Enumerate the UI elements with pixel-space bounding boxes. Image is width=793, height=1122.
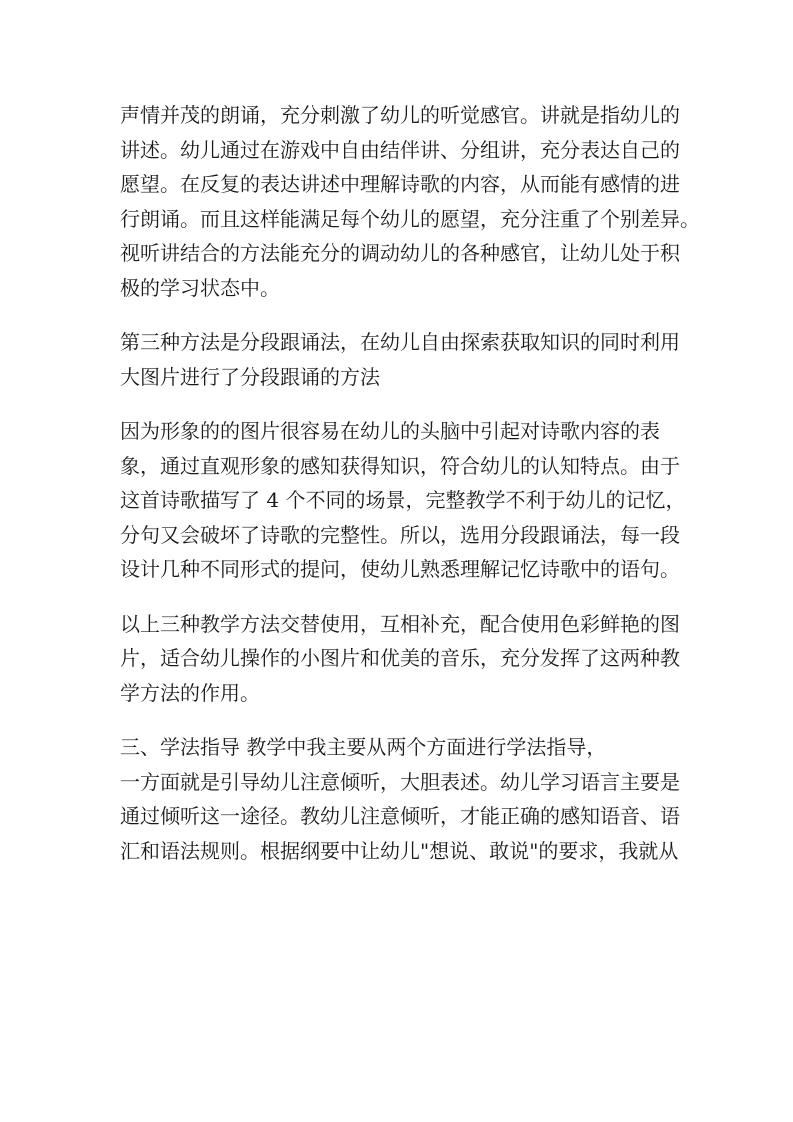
text-line: 行朗诵。而且这样能满足每个幼儿的愿望，充分注重了个别差异。 — [120, 206, 700, 231]
text-line: 视听讲结合的方法能充分的调动幼儿的各种感官，让幼儿处于积 — [120, 241, 680, 265]
text-line: 片，适合幼儿操作的小图片和优美的音乐，充分发挥了这两种教 — [120, 646, 680, 670]
text-line: 通过倾听这一途径。教幼儿注意倾听，才能正确的感知语音、语 — [120, 804, 680, 828]
text-line: 三、学法指导 教学中我主要从两个方面进行学法指导， — [120, 735, 607, 759]
text-line: 大图片进行了分段跟诵的方法 — [120, 364, 380, 389]
paragraph-2 — [120, 325, 680, 394]
text-line: 讲述。幼儿通过在游戏中自由结伴讲、分组讲，充分表达自己的 — [120, 137, 680, 162]
text-line: 学方法的作用。 — [120, 680, 260, 705]
paragraph-5 — [120, 730, 680, 868]
text-line: 第三种方法是分段跟诵法，在幼儿自由探索获取知识的同时利用 — [120, 330, 680, 354]
text-line: 愿望。在反复的表达讲述中理解诗歌的内容，从而能有感情的进 — [120, 172, 680, 196]
paragraph-3 — [120, 414, 686, 587]
text-line: 这首诗歌描写了 4 个不同的场景，完整教学不利于幼儿的记忆， — [120, 488, 686, 512]
text-line: 声情并茂的朗诵，充分刺激了幼儿的听觉感官。讲就是指幼儿的 — [120, 103, 680, 127]
body-text — [120, 98, 700, 868]
text-line: 象，通过直观形象的感知获得知识，符合幼儿的认知特点。由于 — [120, 453, 680, 478]
text-line: 一方面就是引导幼儿注意倾听，大胆表述。幼儿学习语言主要是 — [120, 769, 680, 794]
text-line: 分句又会破坏了诗歌的完整性。所以，选用分段跟诵法，每一段 — [120, 522, 680, 547]
paragraph-4 — [120, 607, 680, 711]
paragraph-1 — [120, 98, 700, 305]
text-line: 汇和语法规则。根据纲要中让幼儿"想说、敢说"的要求，我就从 — [120, 838, 679, 863]
text-line: 极的学习状态中。 — [120, 275, 280, 300]
text-line: 设计几种不同形式的提问，使幼儿熟悉理解记忆诗歌中的语句。 — [120, 557, 680, 581]
text-line: 以上三种教学方法交替使用，互相补充，配合使用色彩鲜艳的图 — [120, 611, 680, 636]
text-line: 因为形象的的图片很容易在幼儿的头脑中引起对诗歌内容的表 — [120, 419, 660, 443]
